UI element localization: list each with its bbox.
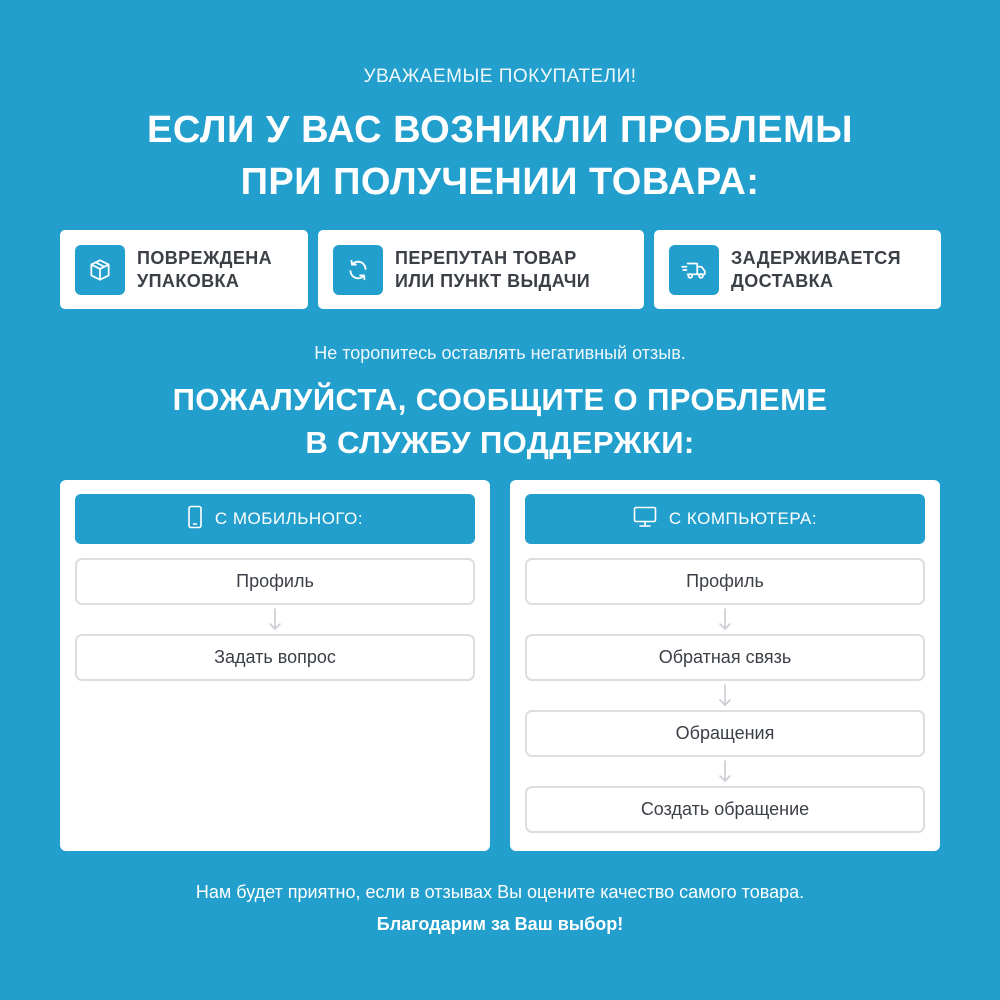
problem-card-damaged-package <box>60 230 308 309</box>
problem-card-delayed-delivery <box>654 230 941 309</box>
desktop-step-feedback: Обратная связь <box>525 634 925 681</box>
arrow-down-icon <box>267 607 283 633</box>
desktop-panel-title: С КОМПЬЮТЕРА: <box>668 509 818 528</box>
problem-card-wrong-item <box>318 230 644 309</box>
headline-line-2: ПРИ ПОЛУЧЕНИИ ТОВАРА: <box>240 161 760 203</box>
mobile-panel-title: С МОБИЛЬНОГО: <box>214 509 364 528</box>
desktop-panel-header <box>525 494 925 544</box>
footer-thanks: Благодарим за Ваш выбор! <box>376 914 624 934</box>
desktop-step-profile: Профиль <box>525 558 925 605</box>
arrow-down-icon <box>717 607 733 633</box>
mobile-step-ask-question: Задать вопрос <box>75 634 475 681</box>
mobile-step-profile: Профиль <box>75 558 475 605</box>
monitor-icon <box>633 506 669 533</box>
arrow-down-icon <box>717 683 733 709</box>
call-to-action <box>0 378 1000 464</box>
greeting: УВАЖАЕМЫЕ ПОКУПАТЕЛИ! <box>363 66 637 87</box>
desktop-step-create-request: Создать обращение <box>525 786 925 833</box>
problem-label: ПЕРЕПУТАН ТОВАР ИЛИ ПУНКТ ВЫДАЧИ <box>395 247 591 291</box>
refresh-icon <box>333 245 383 295</box>
headline-line-1: ЕСЛИ У ВАС ВОЗНИКЛИ ПРОБЛЕМЫ <box>147 109 853 151</box>
cta-line-2: В СЛУЖБУ ПОДДЕРЖКИ: <box>305 425 695 460</box>
smartphone-icon <box>187 505 215 534</box>
box-icon <box>75 245 125 295</box>
mobile-instructions-panel <box>60 480 490 851</box>
mobile-panel-header <box>75 494 475 544</box>
cta-line-1: ПОЖАЛУЙСТА, СООБЩИТЕ О ПРОБЛЕМЕ <box>172 382 828 417</box>
delivery-truck-icon <box>669 245 719 295</box>
desktop-step-requests: Обращения <box>525 710 925 757</box>
problem-label: ЗАДЕРЖИВАЕТСЯ ДОСТАВКА <box>731 247 901 291</box>
subnote: Не торопитесь оставлять негативный отзыв. <box>314 343 686 363</box>
problem-label: ПОВРЕЖДЕНА УПАКОВКА <box>137 247 273 291</box>
arrow-down-icon <box>717 759 733 785</box>
desktop-instructions-panel <box>510 480 940 851</box>
headline <box>0 104 1000 208</box>
footer-note: Нам будет приятно, если в отзывах Вы оцените качество самого товара. <box>195 882 805 902</box>
